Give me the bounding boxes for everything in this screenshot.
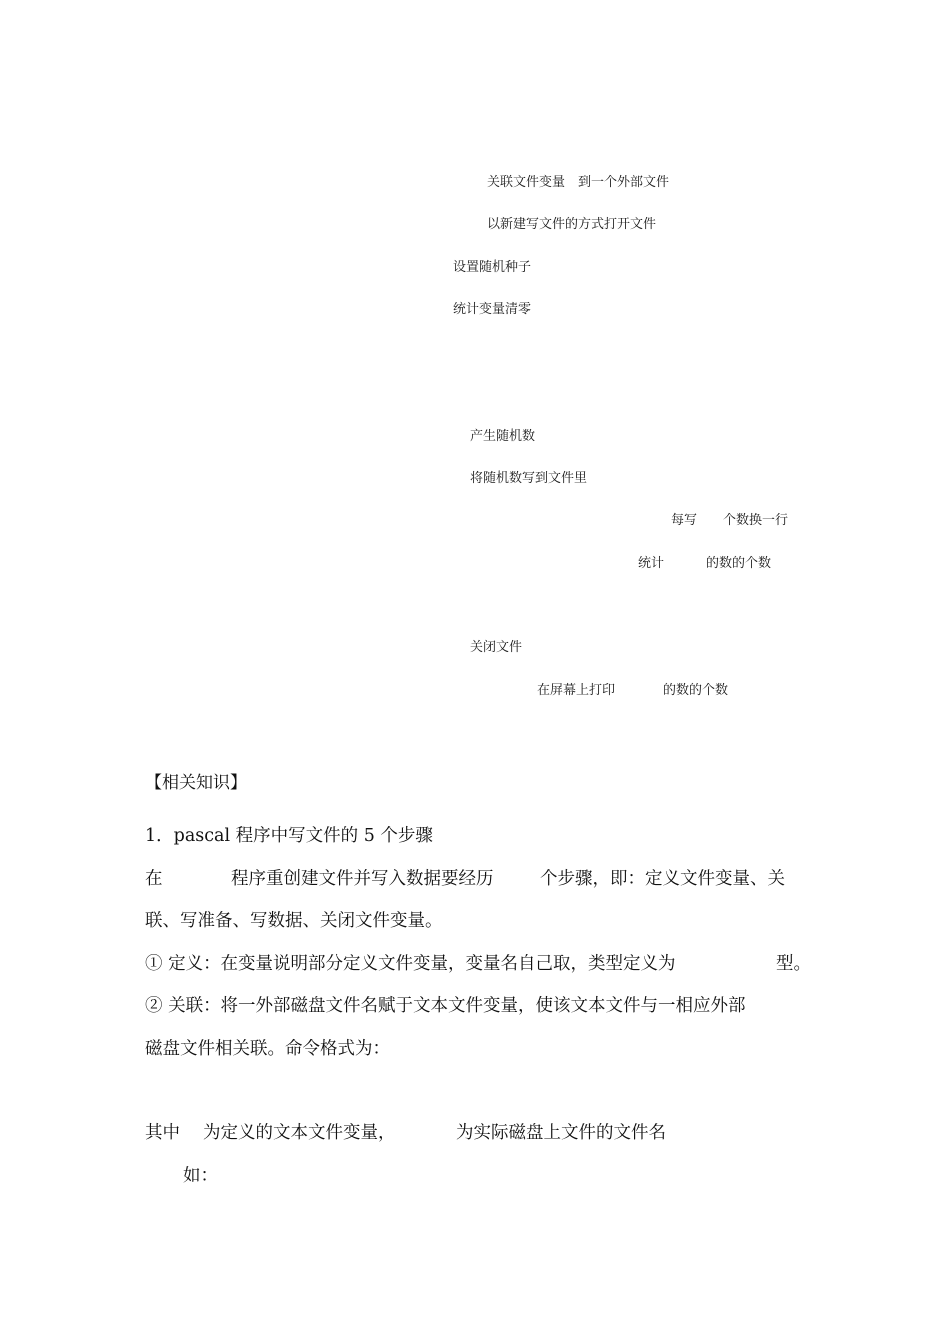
step1-define-part1: ① 定义：在变量说明部分定义文件变量，变量名自己取，类型定义为 bbox=[145, 954, 676, 974]
example-label: 如： bbox=[183, 1166, 218, 1186]
where-part2: 为定义的文本文件变量， bbox=[203, 1123, 396, 1143]
paragraph1-part3: 个步骤，即：定义文件变量、关 bbox=[540, 869, 785, 889]
comment-newline-part2: 个数换一行 bbox=[723, 513, 789, 528]
step2-assign-line1: ② 关联：将一外部磁盘文件名赋于文本文件变量，使该文本文件与一相应外部 bbox=[145, 996, 746, 1016]
where-part3: 为实际磁盘上文件的文件名 bbox=[456, 1123, 666, 1143]
where-part1: 其中 bbox=[145, 1123, 180, 1143]
comment-reset-count: 统计变量清零 bbox=[453, 302, 532, 317]
comment-print-part2: 的数的个数 bbox=[663, 683, 729, 698]
step1-define-part2: 型。 bbox=[776, 954, 811, 974]
comment-newline-part1: 每写 bbox=[671, 513, 698, 528]
comment-assign-file: 关联文件变量 到一个外部文件 bbox=[487, 175, 670, 190]
comment-count-part2: 的数的个数 bbox=[706, 556, 772, 571]
section-heading: 【相关知识】 bbox=[145, 773, 247, 793]
comment-close-file: 关闭文件 bbox=[470, 640, 523, 655]
comment-randomize: 设置随机种子 bbox=[453, 260, 532, 275]
comment-print-part1: 在屏幕上打印 bbox=[537, 683, 616, 698]
step2-assign-line2: 磁盘文件相关联。命令格式为： bbox=[145, 1039, 390, 1059]
comment-rewrite-open: 以新建写文件的方式打开文件 bbox=[487, 217, 657, 232]
paragraph1-part1: 在 bbox=[145, 869, 163, 889]
item1-title: 1．pascal 程序中写文件的 5 个步骤 bbox=[145, 826, 433, 846]
paragraph1-line2: 联、写准备、写数据、关闭文件变量。 bbox=[145, 911, 443, 931]
comment-gen-random: 产生随机数 bbox=[470, 429, 536, 444]
comment-count-part1: 统计 bbox=[638, 556, 665, 571]
paragraph1-part2: 程序重创建文件并写入数据要经历 bbox=[231, 869, 494, 889]
comment-write-random: 将随机数写到文件里 bbox=[470, 471, 588, 486]
